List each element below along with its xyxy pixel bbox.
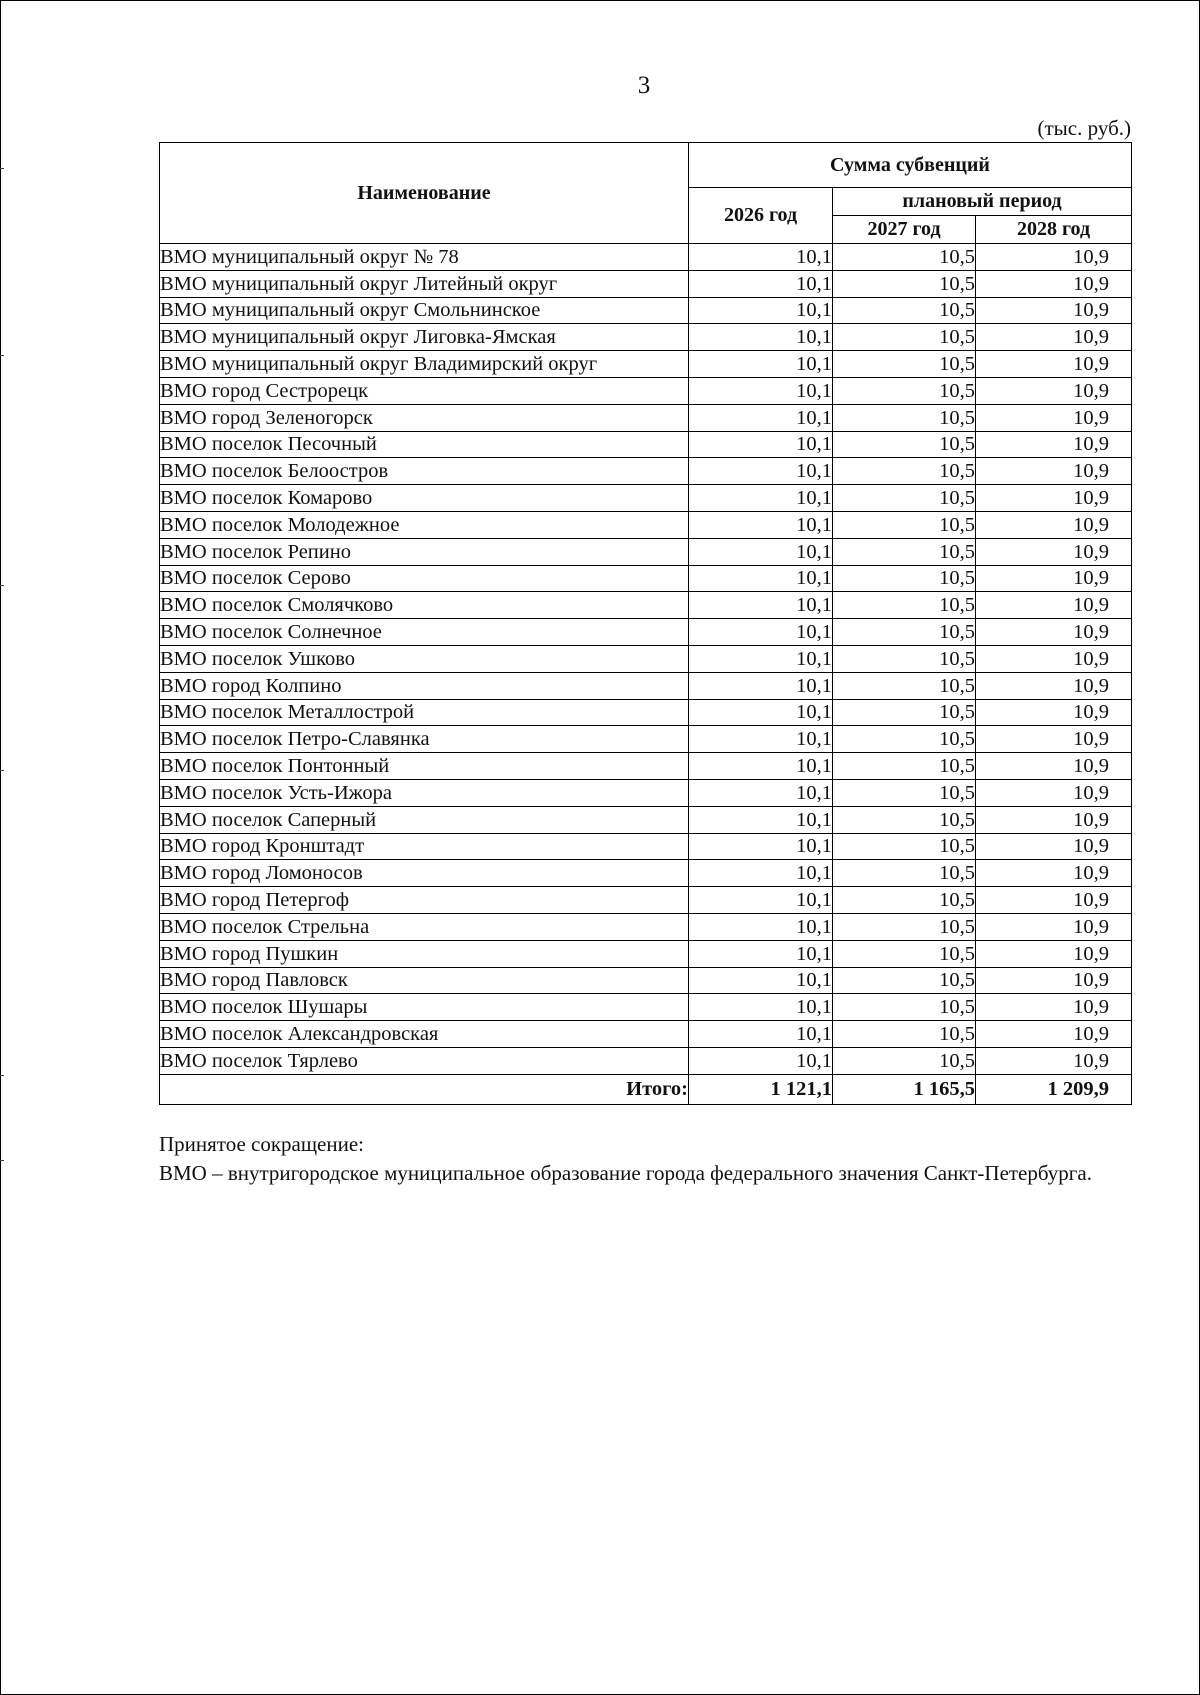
notes-heading: Принятое сокращение:: [159, 1132, 364, 1156]
cell-name: ВМО поселок Серово: [160, 565, 689, 592]
table-row: [160, 967, 1132, 994]
cell-2026: 10,1: [689, 324, 833, 351]
cell-2026: 10,1: [689, 726, 833, 753]
cell-2026: 10,1: [689, 672, 833, 699]
cell-name: ВМО город Ломоносов: [160, 860, 689, 887]
table-row: [160, 297, 1132, 324]
table-row: [160, 887, 1132, 914]
table-row: [160, 538, 1132, 565]
cell-2027: 10,5: [833, 726, 976, 753]
cell-2027: 10,5: [833, 244, 976, 271]
cell-name: ВМО город Кронштадт: [160, 833, 689, 860]
cell-2026: 10,1: [689, 351, 833, 378]
cell-2028: 10,9: [976, 967, 1132, 994]
cell-2027: 10,5: [833, 994, 976, 1021]
cell-2027: 10,5: [833, 592, 976, 619]
cell-2027: 10,5: [833, 565, 976, 592]
header-name: Наименование: [160, 143, 689, 244]
cell-2026: 10,1: [689, 244, 833, 271]
cell-2028: 10,9: [976, 511, 1132, 538]
cell-name: ВМО поселок Репино: [160, 538, 689, 565]
cell-2026: 10,1: [689, 913, 833, 940]
cell-2027: 10,5: [833, 672, 976, 699]
table-row: [160, 753, 1132, 780]
scan-edge-mark: [0, 585, 4, 586]
total-label: Итого:: [160, 1074, 689, 1104]
cell-name: ВМО поселок Ушково: [160, 645, 689, 672]
cell-2026: 10,1: [689, 270, 833, 297]
cell-2027: 10,5: [833, 619, 976, 646]
cell-2026: 10,1: [689, 699, 833, 726]
header-plan-period: плановый период: [833, 188, 1132, 216]
cell-name: ВМО муниципальный округ Литейный округ: [160, 270, 689, 297]
cell-2028: 10,9: [976, 887, 1132, 914]
cell-2026: 10,1: [689, 1047, 833, 1074]
units-label: (тыс. руб.): [1037, 116, 1131, 140]
cell-2027: 10,5: [833, 538, 976, 565]
cell-2028: 10,9: [976, 404, 1132, 431]
cell-2028: 10,9: [976, 1047, 1132, 1074]
cell-2028: 10,9: [976, 431, 1132, 458]
table-row: [160, 994, 1132, 1021]
cell-2027: 10,5: [833, 270, 976, 297]
cell-2026: 10,1: [689, 565, 833, 592]
table-row: [160, 645, 1132, 672]
cell-2028: 10,9: [976, 324, 1132, 351]
cell-2028: 10,9: [976, 297, 1132, 324]
cell-2027: 10,5: [833, 753, 976, 780]
cell-2026: 10,1: [689, 538, 833, 565]
table-row: [160, 1047, 1132, 1074]
cell-name: ВМО поселок Песочный: [160, 431, 689, 458]
cell-name: ВМО город Пушкин: [160, 940, 689, 967]
table-row: [160, 699, 1132, 726]
cell-name: ВМО поселок Стрельна: [160, 913, 689, 940]
header-group: Сумма субвенций: [689, 143, 1132, 188]
cell-2026: 10,1: [689, 619, 833, 646]
table-row: [160, 270, 1132, 297]
cell-name: ВМО поселок Петро-Славянка: [160, 726, 689, 753]
table-row: [160, 833, 1132, 860]
table-row: [160, 377, 1132, 404]
cell-name: ВМО поселок Смолячково: [160, 592, 689, 619]
cell-name: ВМО муниципальный округ Смольнинское: [160, 297, 689, 324]
table-row: [160, 1021, 1132, 1048]
cell-2027: 10,5: [833, 699, 976, 726]
scan-edge-mark: [0, 168, 4, 169]
cell-2027: 10,5: [833, 806, 976, 833]
cell-2027: 10,5: [833, 458, 976, 485]
header-year-2028: 2028 год: [976, 216, 1132, 244]
table-row: [160, 913, 1132, 940]
table-row: [160, 860, 1132, 887]
cell-2027: 10,5: [833, 297, 976, 324]
cell-2027: 10,5: [833, 485, 976, 512]
table-row: [160, 726, 1132, 753]
cell-2028: 10,9: [976, 779, 1132, 806]
cell-name: ВМО поселок Усть-Ижора: [160, 779, 689, 806]
cell-name: ВМО город Колпино: [160, 672, 689, 699]
cell-2028: 10,9: [976, 833, 1132, 860]
cell-name: ВМО город Павловск: [160, 967, 689, 994]
cell-2027: 10,5: [833, 1047, 976, 1074]
cell-2028: 10,9: [976, 860, 1132, 887]
scan-edge-mark: [0, 770, 4, 771]
cell-2027: 10,5: [833, 913, 976, 940]
cell-2026: 10,1: [689, 1021, 833, 1048]
subventions-table: [159, 142, 1132, 1105]
total-2026: 1 121,1: [689, 1074, 833, 1104]
cell-name: ВМО поселок Комарово: [160, 485, 689, 512]
cell-2026: 10,1: [689, 994, 833, 1021]
cell-name: ВМО поселок Солнечное: [160, 619, 689, 646]
table-row: [160, 779, 1132, 806]
cell-name: ВМО муниципальный округ Владимирский округ: [160, 351, 689, 378]
cell-2027: 10,5: [833, 1021, 976, 1048]
cell-name: ВМО муниципальный округ № 78: [160, 244, 689, 271]
cell-name: ВМО город Петергоф: [160, 887, 689, 914]
page-number: 3: [637, 72, 651, 99]
table-row: [160, 404, 1132, 431]
cell-2028: 10,9: [976, 940, 1132, 967]
total-2027: 1 165,5: [833, 1074, 976, 1104]
cell-2027: 10,5: [833, 377, 976, 404]
table-row: [160, 324, 1132, 351]
header-year-2027: 2027 год: [833, 216, 976, 244]
cell-name: ВМО город Зеленогорск: [160, 404, 689, 431]
cell-2027: 10,5: [833, 833, 976, 860]
cell-2026: 10,1: [689, 753, 833, 780]
cell-2028: 10,9: [976, 538, 1132, 565]
cell-2028: 10,9: [976, 619, 1132, 646]
notes-definition: ВМО – внутригородское муниципальное образование города федерального значения Санкт-Петербурга.: [159, 1161, 1092, 1185]
cell-2026: 10,1: [689, 940, 833, 967]
table-row: [160, 458, 1132, 485]
scan-edge-mark: [0, 355, 4, 356]
cell-2028: 10,9: [976, 351, 1132, 378]
cell-2028: 10,9: [976, 1021, 1132, 1048]
cell-name: ВМО поселок Саперный: [160, 806, 689, 833]
cell-2026: 10,1: [689, 833, 833, 860]
cell-name: ВМО поселок Белоостров: [160, 458, 689, 485]
cell-2026: 10,1: [689, 511, 833, 538]
cell-2026: 10,1: [689, 779, 833, 806]
cell-name: ВМО муниципальный округ Лиговка-Ямская: [160, 324, 689, 351]
cell-2027: 10,5: [833, 887, 976, 914]
cell-2028: 10,9: [976, 699, 1132, 726]
header-year-2026: 2026 год: [689, 188, 833, 244]
scan-edge-mark: [0, 1075, 4, 1076]
cell-2027: 10,5: [833, 324, 976, 351]
cell-2027: 10,5: [833, 511, 976, 538]
table-row: [160, 619, 1132, 646]
cell-2026: 10,1: [689, 404, 833, 431]
abbreviation-notes: [159, 1130, 1092, 1188]
cell-2026: 10,1: [689, 645, 833, 672]
cell-2027: 10,5: [833, 860, 976, 887]
cell-2028: 10,9: [976, 672, 1132, 699]
cell-2028: 10,9: [976, 994, 1132, 1021]
cell-name: ВМО поселок Металлострой: [160, 699, 689, 726]
cell-2027: 10,5: [833, 351, 976, 378]
cell-2027: 10,5: [833, 779, 976, 806]
table-row: [160, 672, 1132, 699]
cell-2028: 10,9: [976, 244, 1132, 271]
total-2028: 1 209,9: [976, 1074, 1132, 1104]
cell-2028: 10,9: [976, 753, 1132, 780]
cell-2028: 10,9: [976, 377, 1132, 404]
cell-2028: 10,9: [976, 458, 1132, 485]
cell-2026: 10,1: [689, 431, 833, 458]
cell-2028: 10,9: [976, 592, 1132, 619]
cell-2027: 10,5: [833, 967, 976, 994]
cell-2028: 10,9: [976, 726, 1132, 753]
cell-2028: 10,9: [976, 806, 1132, 833]
cell-name: ВМО город Сестрорецк: [160, 377, 689, 404]
table-row: [160, 940, 1132, 967]
cell-name: ВМО поселок Понтонный: [160, 753, 689, 780]
cell-2028: 10,9: [976, 913, 1132, 940]
cell-2026: 10,1: [689, 592, 833, 619]
total-row: [160, 1074, 1132, 1104]
table-row: [160, 592, 1132, 619]
cell-name: ВМО поселок Шушары: [160, 994, 689, 1021]
cell-2026: 10,1: [689, 485, 833, 512]
table-row: [160, 431, 1132, 458]
cell-name: ВМО поселок Тярлево: [160, 1047, 689, 1074]
cell-2027: 10,5: [833, 645, 976, 672]
cell-2026: 10,1: [689, 458, 833, 485]
cell-2027: 10,5: [833, 431, 976, 458]
cell-2028: 10,9: [976, 270, 1132, 297]
cell-2028: 10,9: [976, 565, 1132, 592]
cell-2028: 10,9: [976, 645, 1132, 672]
cell-2026: 10,1: [689, 860, 833, 887]
table-row: [160, 806, 1132, 833]
table-row: [160, 565, 1132, 592]
cell-2026: 10,1: [689, 967, 833, 994]
cell-2026: 10,1: [689, 377, 833, 404]
cell-2026: 10,1: [689, 806, 833, 833]
cell-2026: 10,1: [689, 297, 833, 324]
table-body: [160, 244, 1132, 1075]
cell-2026: 10,1: [689, 887, 833, 914]
cell-2027: 10,5: [833, 940, 976, 967]
table-row: [160, 511, 1132, 538]
cell-2027: 10,5: [833, 404, 976, 431]
table-row: [160, 244, 1132, 271]
cell-name: ВМО поселок Молодежное: [160, 511, 689, 538]
cell-name: ВМО поселок Александровская: [160, 1021, 689, 1048]
table-row: [160, 351, 1132, 378]
scan-edge-mark: [0, 1160, 4, 1161]
cell-2028: 10,9: [976, 485, 1132, 512]
table-row: [160, 485, 1132, 512]
